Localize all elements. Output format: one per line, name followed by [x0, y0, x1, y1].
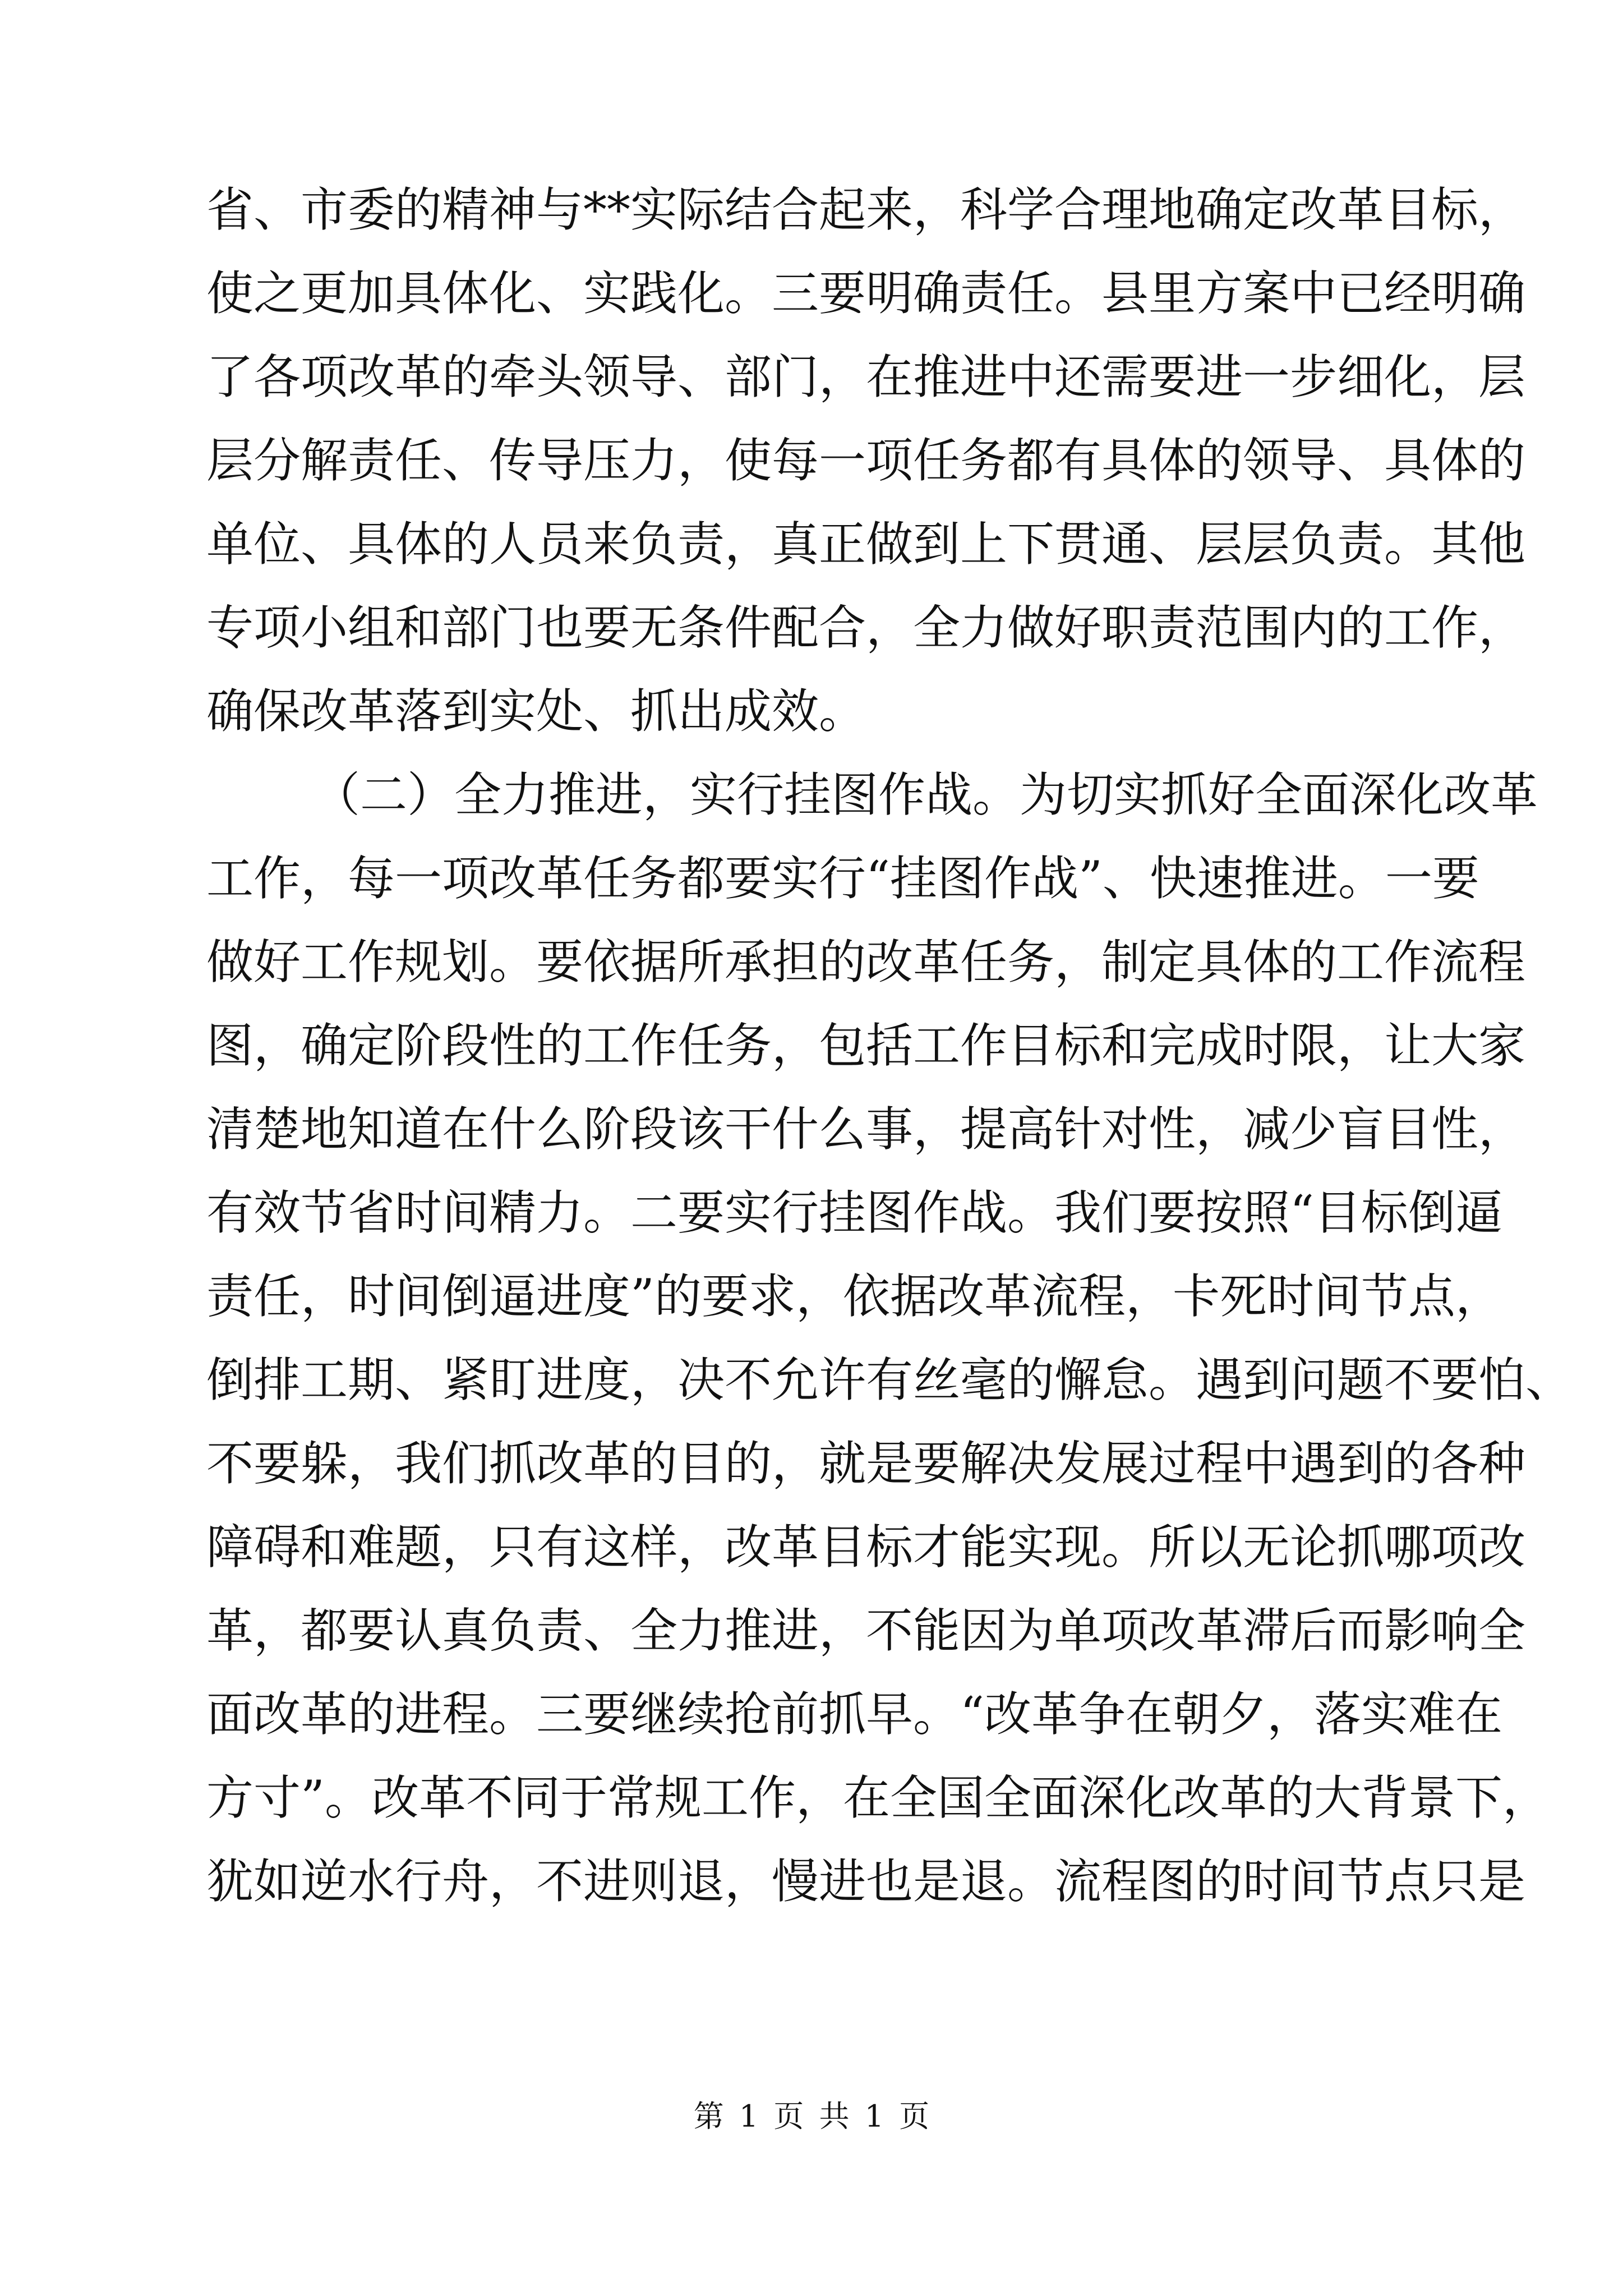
text-line: 责任，时间倒逼进度”的要求，依据改革流程，卡死时间节点， — [206, 1269, 1502, 1324]
text-line: 不要躲，我们抓改革的目的，就是要解决发展过程中遇到的各种 — [206, 1436, 1526, 1491]
text-line: 专项小组和部门也要无条件配合，全力做好职责范围内的工作， — [206, 600, 1526, 655]
text-line: 有效节省时间精力。二要实行挂图作战。我们要按照“目标倒逼 — [206, 1185, 1502, 1240]
paragraph-start-line: （二）全力推进，实行挂图作战。为切实抓好全面深化改革 — [313, 767, 1538, 822]
text-line: 障碍和难题，只有这样，改革目标才能实现。所以无论抓哪项改 — [206, 1520, 1526, 1575]
text-line: 方寸”。改革不同于常规工作，在全国全面深化改革的大背景下， — [206, 1770, 1550, 1825]
text-line: 工作，每一项改革任务都要实行“挂图作战”、快速推进。一要 — [206, 851, 1479, 906]
text-line: 犹如逆水行舟，不进则退，慢进也是退。流程图的时间节点只是 — [206, 1854, 1526, 1909]
page-footer — [0, 2097, 1623, 2136]
text-line: 单位、具体的人员来负责，真正做到上下贯通、层层负责。其他 — [206, 517, 1526, 572]
text-line: 确保改革落到实处、抓出成效。 — [206, 684, 866, 739]
document-body — [206, 168, 1573, 1924]
text-line: 省、市委的精神与**实际结合起来，科学合理地确定改革目标， — [206, 182, 1526, 237]
text-line: 了各项改革的牵头领导、部门，在推进中还需要进一步细化，层 — [206, 349, 1526, 404]
text-line: 面改革的进程。三要继续抢前抓早。“改革争在朝夕，落实难在 — [206, 1687, 1502, 1742]
text-line: 革，都要认真负责、全力推进，不能因为单项改革滞后而影响全 — [206, 1603, 1526, 1658]
text-line: 倒排工期、紧盯进度，决不允许有丝毫的懈怠。遇到问题不要怕、 — [206, 1352, 1573, 1407]
text-line: 使之更加具体化、实践化。三要明确责任。县里方案中已经明确 — [206, 266, 1526, 321]
text-line: 清楚地知道在什么阶段该干什么事，提高针对性，减少盲目性， — [206, 1102, 1526, 1157]
text-line: 做好工作规划。要依据所承担的改革任务，制定具体的工作流程 — [206, 935, 1526, 990]
text-line: 图，确定阶段性的工作任务，包括工作目标和完成时限，让大家 — [206, 1018, 1526, 1073]
text-line: 层分解责任、传导压力，使每一项任务都有具体的领导、具体的 — [206, 433, 1526, 488]
page-number-label: 第 1 页 共 1 页 — [693, 2099, 930, 2134]
